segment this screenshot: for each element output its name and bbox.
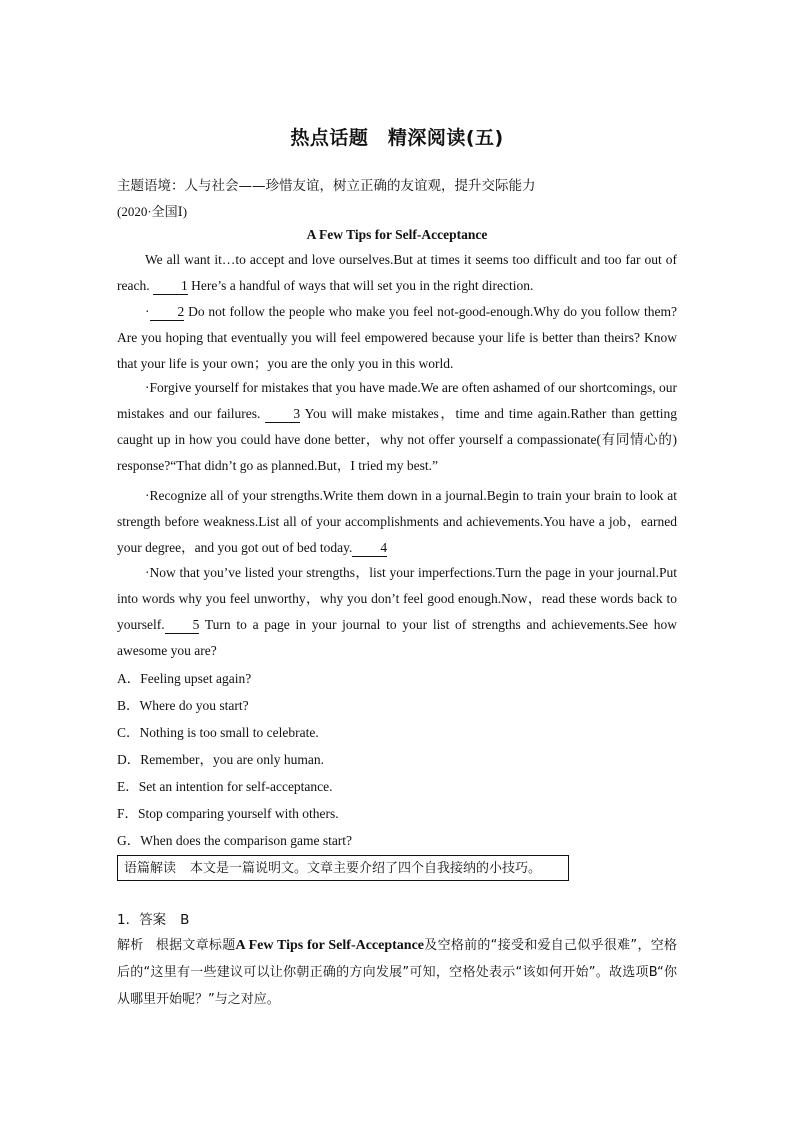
paragraph-5 (117, 560, 677, 664)
answer-value: B (180, 912, 190, 928)
option-d[interactable]: D．Remember，you are only human. (117, 752, 324, 767)
analysis-label: 语篇解读 (124, 861, 177, 876)
bullet-dot: · (145, 304, 150, 319)
source-line: (2020·全国Ⅰ) (117, 204, 188, 219)
paragraph-2-text: Do not follow the people who make you feel not-good-enough.Why do you follow them? Are you hoping that eventually you will feel empowered because your life is better than theirs? Know that your life is your own；you are the only you in this world. (117, 304, 677, 371)
option-a[interactable]: A．Feeling upset again? (117, 671, 252, 686)
explanation-label: 解析 (117, 938, 144, 953)
paragraph-5-text-2: Turn to a page in your journal to your list of strengths and achievements.See how awesome you are? (117, 617, 677, 658)
blank-4[interactable]: 4 (352, 540, 387, 557)
option-e[interactable]: E．Set an intention for self-acceptance. (117, 779, 333, 794)
option-f[interactable]: F．Stop comparing yourself with others. (117, 806, 339, 821)
explanation-article-title: A Few Tips for Self-Acceptance (235, 938, 425, 953)
theme-line: 主题语境：人与社会——珍惜友谊，树立正确的友谊观，提升交际能力 (117, 178, 536, 194)
answer-line (117, 908, 189, 928)
article-title: A Few Tips for Self-Acceptance (306, 227, 488, 242)
paragraph-1-text-2: Here’s a handful of ways that will set you in the right direction. (191, 278, 534, 293)
blank-1[interactable]: 1 (153, 278, 188, 295)
explanation-text-2: 及空格前的“接受和爱自己似乎很难”，空格后的“这里有一些建议可以让你朝正确的方向发展”可知，空格处表示“该如何开始”。故选项B“你从哪里开始呢？”与之对应。 (117, 938, 677, 1007)
discourse-analysis-box (117, 855, 569, 881)
paragraph-4-text: ·Recognize all of your strengths.Write them down in a journal.Begin to train your brain to look at strength before weakness.List all of your accomplishments and achievements.You have a job，earned your degree，and you got out of bed today. (117, 488, 677, 555)
paragraph-3-text-2: You will make mistakes，time and time again.Rather than getting caught up in how you could have done better，why not offer yourself a compassionate(有同情心的) response?“That didn’t go as planned.But，I tried my best.” (117, 406, 678, 473)
explanation-text-1: 根据文章标题 (155, 938, 236, 953)
blank-5[interactable]: 5 (165, 617, 200, 634)
analysis-text: 本文是一篇说明文。文章主要介绍了四个自我接纳的小技巧。 (190, 861, 542, 876)
paragraph-3-text: ·Forgive yourself for mistakes that you have made.We are often ashamed of our shortcomings, our mistakes and our failures. (117, 380, 677, 421)
option-g[interactable]: G．When does the comparison game start? (117, 833, 353, 848)
paragraph-5-text: ·Now that you’ve listed your strengths，list your imperfections.Turn the page in your journal.Put into words why you feel unworthy，why you don’t feel good enough.Now，read these words back to yourself. (117, 565, 677, 632)
blank-3[interactable]: 3 (265, 406, 300, 423)
page-title: 热点话题 精深阅读(五) (290, 127, 504, 149)
paragraph-1 (117, 247, 677, 299)
option-b[interactable]: B．Where do you start? (117, 698, 249, 713)
paragraph-2 (117, 299, 677, 377)
paragraph-1-text: We all want it…to accept and love ourselves.But at times it seems too difficult and too far out of reach. (117, 252, 677, 293)
paragraph-4 (117, 483, 677, 561)
option-c[interactable]: C．Nothing is too small to celebrate. (117, 725, 319, 740)
paragraph-3 (117, 375, 677, 479)
answer-label: 1．答案 (117, 912, 167, 928)
blank-2[interactable]: 2 (150, 304, 185, 321)
explanation (117, 932, 677, 1013)
